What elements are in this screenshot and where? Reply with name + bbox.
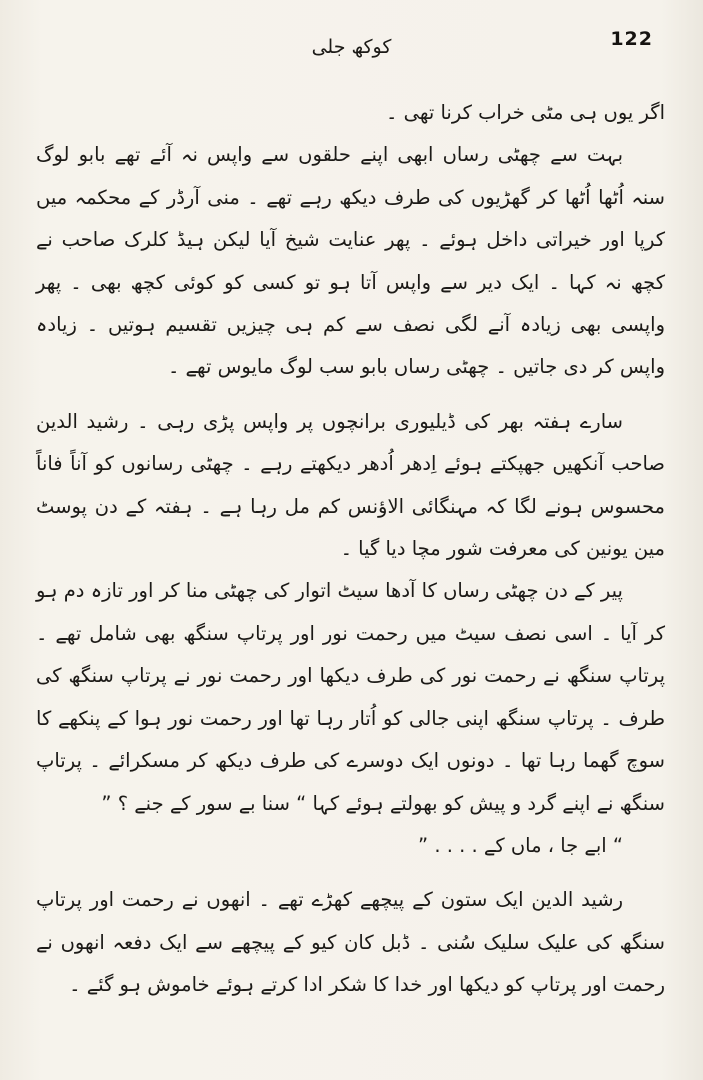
body-text [36,92,665,1007]
paragraph-5: “ ابے جا ، ماں کے . . . . ” [418,833,623,857]
page-number: 122 [610,28,653,50]
paragraph-3: سارے ہفتہ بھر کی ڈیلیوری برانچوں پر واپس پڑی رہی ۔ رشید الدین صاحب آنکھیں جھپکتے ہوئے اِدھر اُدھر دیکھتے رہے ۔ چھٹی رسانوں کو آناً فاناً محسوس ہونے لگا کہ مہنگائی الاؤنس کم مل رہا ہے ۔ ہفتہ کے دن پوسٹ مین یونین کی معرفت شور مچا دیا گیا ۔ [36,409,665,561]
paragraph-1: اگر یوں ہی مٹی خراب کرنا تھی ۔ [385,101,665,124]
paragraph-4: پیر کے دن چھٹی رساں کا آدھا سیٹ اتوار کی چھٹی منا کر اور تازہ دم ہو کر آیا ۔ اسی نصف سیٹ میں رحمت نور اور پرتاپ سنگھ بھی شامل تھے ۔ پرتاپ سنگھ نے رحمت نور کی طرف دیکھا اور رحمت نور نے پرتاپ سنگھ کی طرف ۔ پرتاپ سنگھ اپنی جالی کو اُتار رہا تھا اور رحمت نور ہوا کے پنکھے کا سوچ گھما رہا تھا ۔ دونوں ایک دوسرے کی طرف دیکھ کر مسکرائے ۔ پرتاپ سنگھ نے اپنے گرد و پیش کو بھولتے ہوئے کہا “ سنا بے سور کے جنے ؟ ” [36,579,665,815]
running-head: کوکھ جلی [311,36,392,58]
paragraph-2: بہت سے چھٹی رساں ابھی اپنے حلقوں سے واپس نہ آئے تھے بابو لوگ سنہ اُٹھا اُٹھا کر گھڑیوں کی طرف دیکھ رہے تھے ۔ منی آرڈر کے محکمہ میں کرپا اور خیراتی داخل ہوئے ۔ پھر عنایت شیخ آیا لیکن ہیڈ کلرک صاحب نے کچھ نہ کہا ۔ ایک دیر سے واپس آتا ہو تو کسی کو کوئی کچھ بھی ۔ پھر واپسی بھی زیادہ آنے لگی نصف سے کم ہی چیزیں تقسیم ہوتیں ۔ زیادہ واپس کر دی جاتیں ۔ چھٹی رساں بابو سب لوگ مایوس تھے ۔ [36,143,665,379]
paragraph-6: رشید الدین ایک ستون کے پیچھے کھڑے تھے ۔ انھوں نے رحمت اور پرتاپ سنگھ کی علیک سلیک سُنی ۔ ڈبل کان کیو کے پیچھے سے ایک دفعہ انھوں نے رحمت اور پرتاپ کو دیکھا اور خدا کا شکر ادا کرتے ہوئے خاموش ہو گئے ۔ [36,888,665,997]
